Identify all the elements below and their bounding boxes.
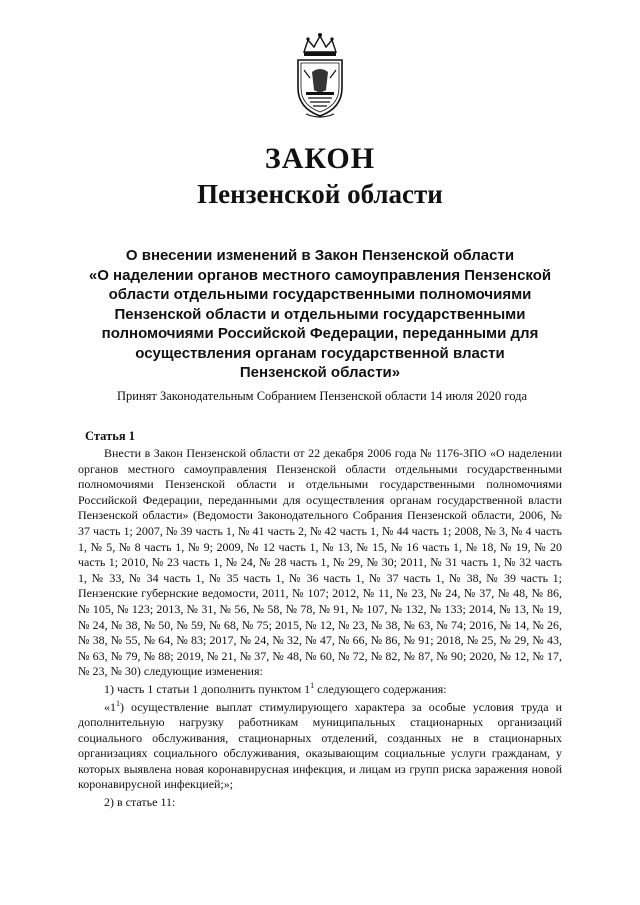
item-text: 1) часть 1 статьи 1 дополнить пунктом 1	[104, 681, 311, 696]
article-title: Статья 1	[85, 429, 135, 443]
heading-line: Пензенской области и отдельными государственными	[114, 305, 526, 323]
heading-line: «О наделении органов местного самоуправления Пензенской	[88, 266, 552, 284]
heading-line: осуществления органам государственной власти	[135, 344, 505, 362]
article-intro: Внести в Закон Пензенской области от 22 декабря 2006 года № 1176-ЗПО «О наделении органов местного самоуправления Пензенской области отдельными государственными полномочиями Пензенской области и отдельными государственными полномочиями Российской Федерации, переданными для осуществления органам государственной власти Пензенской области» (Ведомости Законодательного Собрания Пензенской области, 2006, № 37 часть 1; 2007, № 39 часть 1, № 41 часть 2, № 42 часть 1, № 44 часть 1; 2008, № 3, № 4 часть 1, № 5, № 8 часть 1, № 9; 2009, № 12 часть 1, № 13, № 15, № 16 часть 1, № 18, № 19, № 20 часть 1; 2010, № 23 часть 1, № 24, № 28 часть 1, № 29, № 30; 2011, № 31 часть 1, № 32 часть 1, № 33, № 34 часть 1, № 35 часть 1, № 36 часть 1, № 37 часть 1, № 38, № 39 часть 1; Пензенские губернские ведомости, 2011, № 107; 2012, № 11, № 23, № 24, № 37, № 48, № 86, № 105, № 123; 2013, № 31, № 56, № 58, № 78, № 91, № 107, № 132, № 133; 2014, № 13, № 19, № 24, № 38, № 50, № 59, № 68, № 75; 2015, № 12, № 23, № 38, № 63, № 74; 2016, № 14, № 26, № 38, № 55, № 64, № 83; 2017, № 24, № 32, № 47, № 66, № 86, № 91; 2018, № 25, № 29, № 43, № 63, № 79, № 88; 2019, № 21, № 37, № 48, № 60, № 72, № 82, № 87, № 90; 2020, № 12, № 17, № 23, № 30) следующие изменения:	[78, 446, 562, 679]
document-title: ЗАКОН	[264, 142, 376, 175]
coat-of-arms-icon	[290, 30, 350, 120]
adoption-note: Принят Законодательным Собранием Пензенской области 14 июля 2020 года	[116, 389, 528, 403]
quote-text: ) осуществление выплат стимулирующего характера за особые условия труда и дополнительную нагрузку работникам муниципальных стационарных организаций социального обслуживания, стационарных отделений, созданных не в стационарных организациях социального обслуживания, оказывающим социальные услуги гражданам, у которых выявлена новая коронавирусная инфекция, и лицам из групп риска заражения новой коронавирусной инфекцией;»;	[78, 699, 562, 792]
quote-text: «1	[104, 699, 116, 714]
heading-line: полномочиями Российской Федерации, переданными для	[101, 325, 539, 342]
heading-line: области отдельными государственными полномочиями	[108, 286, 532, 303]
heading-line: Пензенской области»	[239, 364, 401, 381]
amendment-item-2: 2) в статье 11:	[104, 795, 176, 810]
item-text: следующего содержания:	[314, 681, 447, 696]
amendment-quote	[78, 700, 562, 794]
document-subtitle: Пензенской области	[197, 179, 443, 209]
law-heading	[80, 246, 560, 383]
heading-line: О внесении изменений в Закон Пензенской области	[125, 247, 515, 264]
superscript: 1	[310, 680, 315, 690]
superscript: 1	[116, 698, 120, 708]
article-body	[78, 446, 562, 811]
amendment-item-1	[78, 682, 562, 698]
